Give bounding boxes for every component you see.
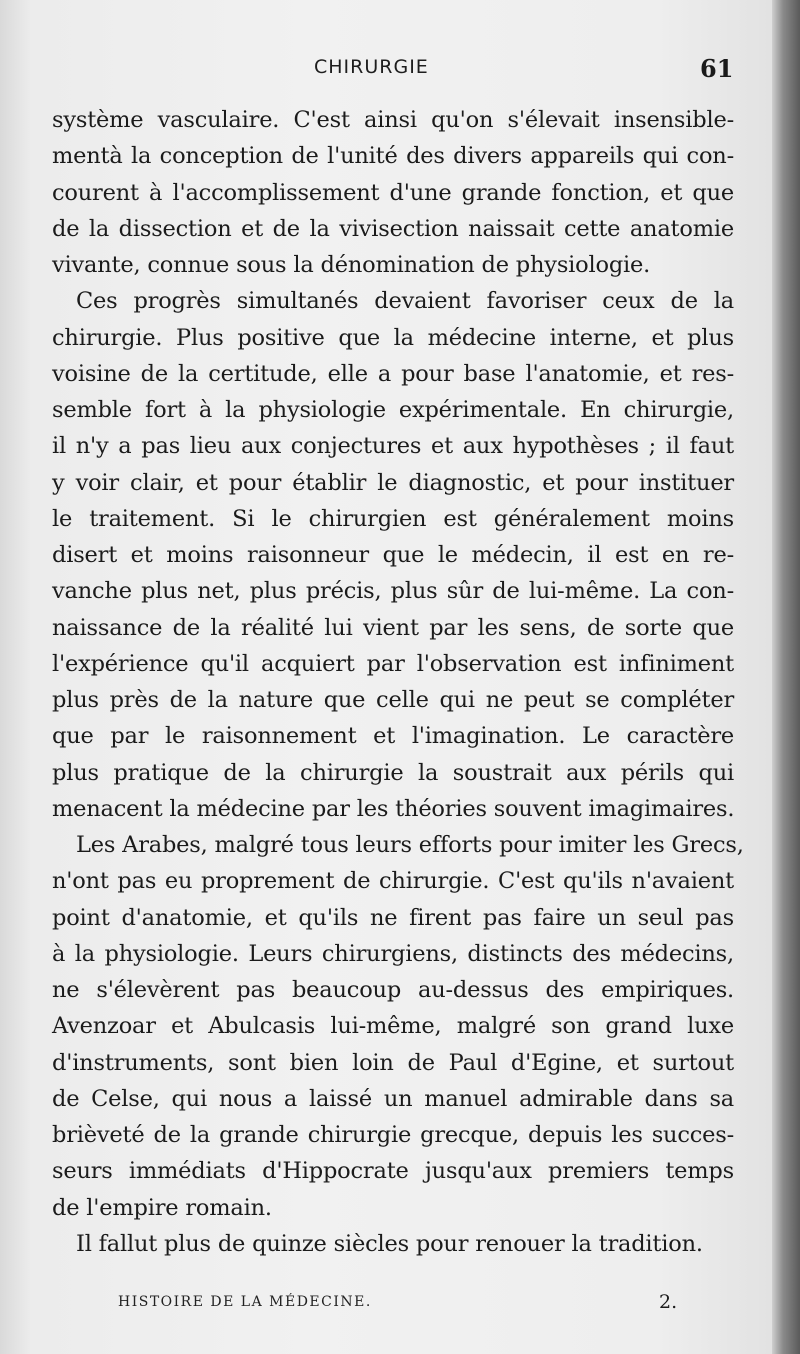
text-line: que par le raisonnement et l'imagination. Le caractère xyxy=(52,723,734,750)
text-line: à la physiologie. Leurs chirurgiens, distincts des médecins, xyxy=(52,940,734,967)
text-line: l'expérience qu'il acquiert par l'observation est infiniment xyxy=(52,650,734,677)
text-line: mentà la conception de l'unité des divers appareils qui con- xyxy=(52,143,734,170)
text-line: point d'anatomie, et qu'ils ne firent pas faire un seul pas xyxy=(52,904,734,931)
text-line: Avenzoar et Abulcasis lui-même, malgré son grand luxe xyxy=(52,1013,734,1040)
text-line: voisine de la certitude, elle a pour base l'anatomie, et res- xyxy=(52,360,734,387)
text-line: Ces progrès simultanés devaient favoriser ceux de la xyxy=(76,288,734,315)
text-line: de Celse, qui nous a laissé un manuel admirable dans sa xyxy=(52,1085,734,1112)
text-line: le traitement. Si le chirurgien est généralement moins xyxy=(52,505,734,532)
body-text xyxy=(52,102,744,1262)
text-line: disert et moins raisonneur que le médecin, il est en re- xyxy=(52,542,734,568)
signature-title: HISTOIRE DE LA MÉDECINE. xyxy=(118,1294,372,1310)
page-footer xyxy=(118,1291,678,1318)
running-head-title: CHIRURGIE xyxy=(314,56,429,78)
text-line: vanche plus net, plus précis, plus sûr de lui-même. La con- xyxy=(52,578,734,605)
text-line: ne s'élevèrent pas beaucoup au-dessus des empiriques. xyxy=(52,977,734,1003)
page-number: 61 xyxy=(700,54,734,83)
text-line: d'instruments, sont bien loin de Paul d'Egine, et surtout xyxy=(52,1049,734,1076)
text-line: plus près de la nature que celle qui ne peut se compléter xyxy=(52,687,734,713)
text-line: seurs immédiats d'Hippocrate jusqu'aux premiers temps xyxy=(52,1158,734,1185)
text-line: naissance de la réalité lui vient par les sens, de sorte que xyxy=(52,614,734,641)
text-line: Les Arabes, malgré tous leurs efforts pour imiter les Grecs, xyxy=(76,832,744,858)
page-edge-shadow xyxy=(772,0,800,1354)
text-line: menacent la médecine par les théories souvent imagimaires. xyxy=(52,795,735,822)
text-line: vivante, connue sous la dénomination de physiologie. xyxy=(52,252,651,278)
text-line: brièveté de la grande chirurgie grecque, depuis les succes- xyxy=(52,1122,734,1148)
text-line: de l'empire romain. xyxy=(52,1194,272,1221)
text-line: il n'y a pas lieu aux conjectures et aux hypothèses ; il faut xyxy=(52,433,734,460)
text-line: semble fort à la physiologie expérimentale. En chirurgie, xyxy=(52,397,734,423)
text-line: y voir clair, et pour établir le diagnostic, et pour instituer xyxy=(52,469,734,496)
text-line: système vasculaire. C'est ainsi qu'on s'élevait insensible- xyxy=(52,107,734,133)
signature-mark: 2. xyxy=(659,1291,678,1313)
text-line: n'ont pas eu proprement de chirurgie. C'est qu'ils n'avaient xyxy=(52,868,734,895)
text-line: de la dissection et de la vivisection naissait cette anatomie xyxy=(52,215,734,242)
text-line: plus pratique de la chirurgie la soustrait aux périls qui xyxy=(52,759,734,786)
text-line: Il fallut plus de quinze siècles pour renouer la tradition. xyxy=(76,1230,703,1257)
text-line: chirurgie. Plus positive que la médecine interne, et plus xyxy=(52,324,734,351)
running-head xyxy=(0,54,772,84)
text-line: courent à l'accomplissement d'une grande fonction, et que xyxy=(52,179,734,206)
